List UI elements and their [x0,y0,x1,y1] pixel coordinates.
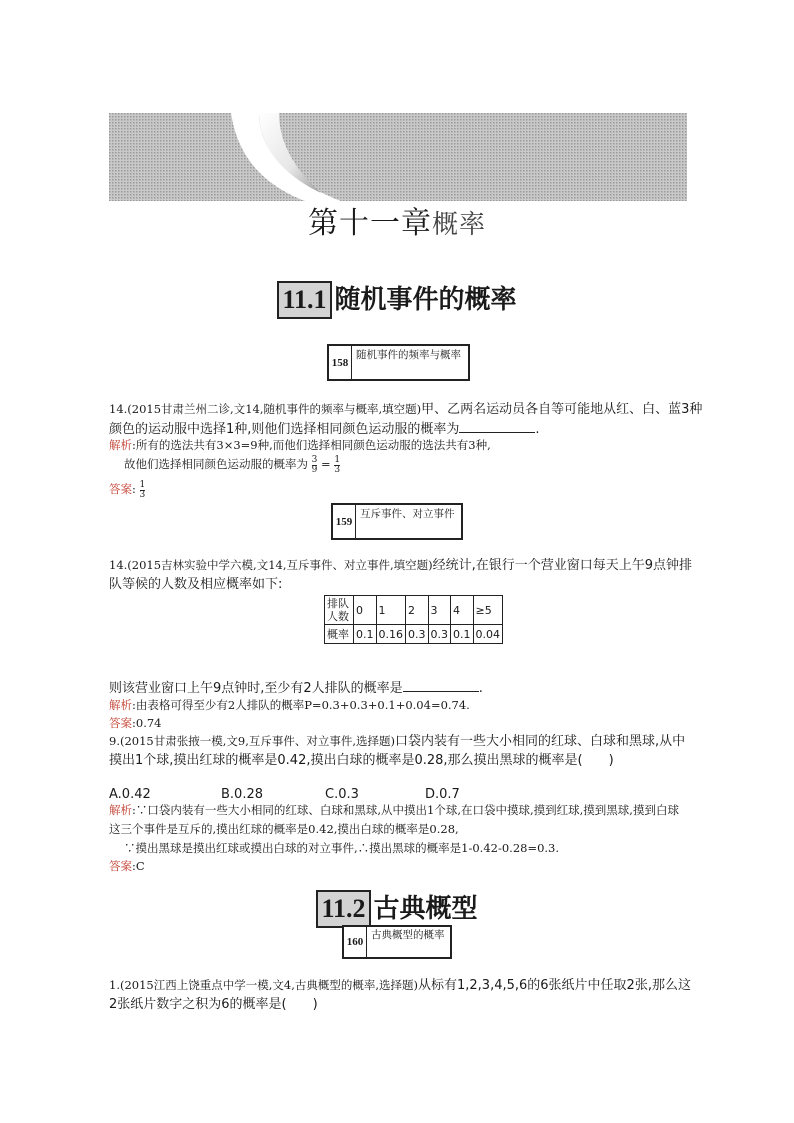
question-body: 甲、乙两名运动员各自等可能地从红、白、蓝3种颜色的运动服中选择1种,则他们选择相同颜色运动服的概率为 [109,402,703,437]
question-source: 14.(2015甘肃兰州二诊,文14,随机事件的频率与概率,填空题) [109,402,422,416]
value-cell: 0.16 [376,625,406,644]
topic-tag-158 [327,344,470,381]
topic-tag-number: 160 [344,927,367,957]
answer-fraction: $\frac{1}{3}$ [139,479,146,500]
analysis-1 [109,436,709,455]
answer-blank [403,678,479,692]
option-d: D.0.7 [425,787,460,802]
row-label-probability: 概率 [325,625,354,644]
question-body: 从标有1,2,3,4,5,6的6张纸片中任取2张,那么这2张纸片数字之积为6的概率是( ) [109,978,691,1012]
header-cell: 0 [354,596,377,625]
value-cell: 0.3 [406,625,429,644]
question-source: 14.(2015吉林实验中学六模,文14,互斥事件、对立事件,填空题) [109,558,433,572]
analysis-label: 解析 [109,438,132,452]
question-2-prompt: 则该营业窗口上午9点钟时,至少有2人排队的概率是 . [109,678,709,698]
analysis-label: 解析 [109,698,132,712]
topic-tag-159 [331,503,463,540]
answer-blank [459,419,535,433]
header-cell: 4 [451,596,474,625]
chapter-title-sub: 概率 [431,210,486,240]
analysis-3 [109,801,689,839]
section-title-text: 古典概型 [373,894,478,924]
analysis-label: 解析 [109,803,132,817]
answer-text: :C [132,859,145,873]
section-title-text: 随机事件的概率 [334,285,517,315]
analysis-text-2: 故他们选择相同颜色运动服的概率为 [124,457,308,471]
topic-tag-number: 158 [329,346,352,379]
answer-text: :0.74 [132,716,162,730]
answer-3 [109,857,145,876]
header-cell: 2 [406,596,429,625]
chapter-banner-graphic [109,113,687,201]
analysis-text: :由表格可得至少有2人排队的概率P=0.3+0.3+0.1+0.04=0.74. [132,698,470,712]
question-1: 14.(2015甘肃兰州二诊,文14,随机事件的频率与概率,填空题)甲、乙两名运动员各自等可能地从红、白、蓝3种颜色的运动服中选择1种,则他们选择相同颜色运动服的概率为 . [109,402,703,437]
value-cell: 0.3 [428,625,451,644]
header-cell: 3 [428,596,451,625]
section-number: 11.2 [316,890,370,928]
value-cell: 0.1 [354,625,377,644]
topic-tag-text: 互斥事件、对立事件 [360,508,455,520]
question-source: 1.(2015江西上饶重点中学一模,文4,古典概型的概率,选择题) [109,978,418,992]
value-cell: 0.04 [473,625,503,644]
topic-tag-160 [342,925,452,959]
answer-label: 答案 [109,859,132,873]
header-cell: ≥5 [473,596,503,625]
question-3 [109,732,695,770]
option-a: A.0.42 [109,787,151,802]
question-2 [109,556,695,594]
analysis-1-line-2: 故他们选择相同颜色运动服的概率为 $\frac{3}{9}$ = $\frac{1}{3}$ [124,454,341,475]
header-cell: 1 [376,596,406,625]
analysis-3-line-2 [124,839,704,858]
section-number: 11.1 [277,281,331,319]
chapter-title-main: 第十一章 [307,206,432,241]
answer-2 [109,714,161,733]
question-text: 则该营业窗口上午9点钟时,至少有2人排队的概率是 [109,681,403,696]
topic-tag-text: 古典概型的概率 [371,929,445,941]
page-curl-graphic [109,113,687,201]
answer-1: 答案: $\frac{1}{3}$ [109,479,146,500]
chapter-title [0,206,794,243]
analysis-text-2: ∵摸出黑球是摸出红球或摸出白球的对立事件,∴摸出黑球的概率是1-0.42-0.28=0.3. [124,841,560,855]
analysis-text: :∵口袋内装有一些大小相同的红球、白球和黑球,从中摸出1个球,在口袋中摸球,摸到红球,摸到黑球,摸到白球这三个事件是互斥的,摸出红球的概率是0.42,摸出白球的概率是0.28, [109,803,679,836]
section-title-11-1 [0,281,794,319]
analysis-2 [109,696,709,715]
row-label-people: 排队人数 [325,596,354,625]
question-4 [109,976,695,1014]
question-body: 经统计,在银行一个营业窗口每天上午9点钟排队等候的人数及相应概率如下: [109,558,693,592]
fraction-1-3: $\frac{1}{3}$ [334,454,341,475]
analysis-text: :所有的选法共有3×3=9种,而他们选择相同颜色运动服的选法共有3种, [132,438,491,452]
queue-probability-table [324,595,503,644]
topic-tag-text: 随机事件的频率与概率 [356,349,461,361]
question-body: 口袋内装有一些大小相同的红球、白球和黑球,从中摸出1个球,摸出红球的概率是0.42,摸出白球的概率是0.28,那么摸出黑球的概率是( ) [109,734,686,768]
option-b: B.0.28 [221,787,263,802]
section-title-11-2 [0,890,794,928]
value-cell: 0.1 [451,625,474,644]
topic-tag-number: 159 [333,505,356,538]
question-source: 9.(2015甘肃张掖一模,文9,互斥事件、对立事件,选择题) [109,734,395,748]
answer-label: 答案 [109,716,132,730]
option-c: C.0.3 [325,787,359,802]
fraction-3-9: $\frac{3}{9}$ [311,454,318,475]
answer-label: 答案 [109,482,132,496]
